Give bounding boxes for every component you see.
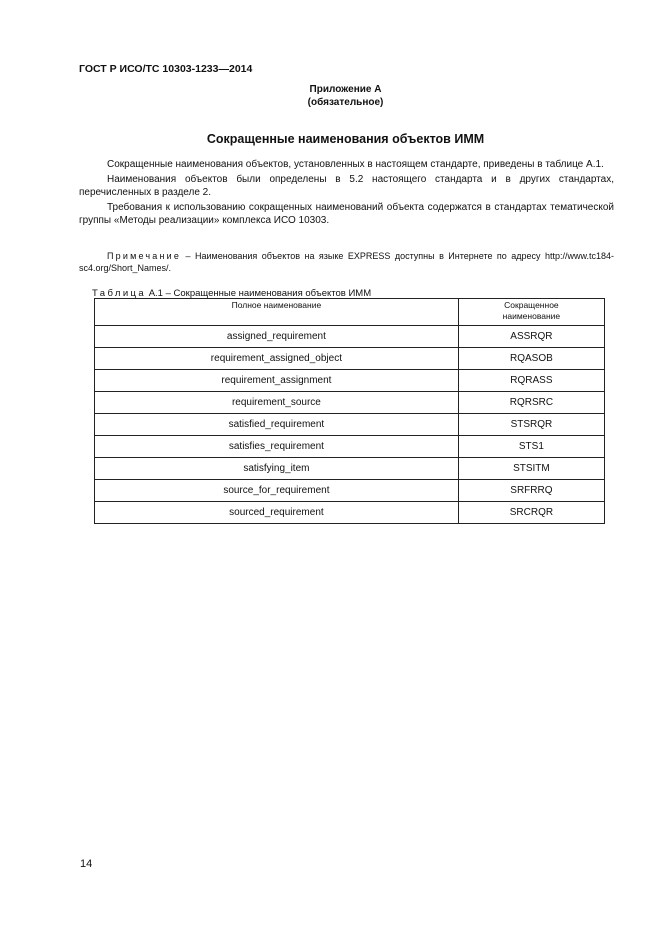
header-short-name (458, 299, 604, 326)
note-text: – Наименования объектов на языке EXPRESS доступны в Интернете по адресу http://www.tc184-sc4.org/Short_Names/. (79, 251, 614, 273)
section-title: Сокращенные наименования объектов ИММ (206, 132, 485, 146)
page-number: 14 (80, 858, 93, 870)
standard-header: ГОСТ Р ИСО/ТС 10303-1233—2014 (79, 63, 253, 75)
table-row (95, 414, 605, 436)
table-row (95, 458, 605, 480)
full-name-cell: satisfying_item (95, 458, 459, 480)
table-row (95, 436, 605, 458)
full-name-cell: requirement_source (95, 392, 459, 414)
note-label: Примечание (107, 251, 182, 261)
full-name-cell: requirement_assigned_object (95, 348, 459, 370)
table-row (95, 480, 605, 502)
annex-status: (обязательное) (307, 97, 384, 108)
header-full-name: Полное наименование (95, 299, 459, 326)
full-name-cell: requirement_assignment (95, 370, 459, 392)
paragraph: Наименования объектов были определены в 5.2 настоящего стандарта и в других стандартах, перечисленных в разделе 2. (79, 174, 614, 198)
full-name-cell: assigned_requirement (95, 326, 459, 348)
short-name-cell: STS1 (458, 436, 604, 458)
full-name-cell: sourced_requirement (95, 502, 459, 524)
table-row (95, 348, 605, 370)
full-name-cell: satisfies_requirement (95, 436, 459, 458)
table-row (95, 502, 605, 524)
short-name-cell: RQASOB (458, 348, 604, 370)
full-name-cell: satisfied_requirement (95, 414, 459, 436)
table-caption-label: Таблица (92, 288, 147, 299)
body-text (79, 158, 614, 229)
table-row (95, 392, 605, 414)
abbreviation-table (94, 298, 605, 524)
short-name-cell: SRCRQR (458, 502, 604, 524)
table-row (95, 326, 605, 348)
short-name-cell: SRFRRQ (458, 480, 604, 502)
table-header-row (95, 299, 605, 326)
paragraph: Требования к использованию сокращенных наименований объекта содержатся в стандартах тематической группы «Методы реализации» комплекса ИСО 10303. (79, 202, 614, 226)
short-name-cell: STSITM (458, 458, 604, 480)
annex-heading (0, 83, 661, 109)
table-row (95, 370, 605, 392)
short-name-cell: RQRASS (458, 370, 604, 392)
short-name-cell: STSRQR (458, 414, 604, 436)
short-name-cell: RQRSRC (458, 392, 604, 414)
header-short-name-line1: Сокращенное (504, 300, 559, 310)
note-block (79, 250, 614, 274)
header-short-name-line2: наименование (502, 311, 561, 321)
annex-title: Приложение А (309, 84, 382, 95)
short-name-cell: ASSRQR (458, 326, 604, 348)
paragraph: Сокращенные наименования объектов, установленных в настоящем стандарте, приведены в таблице А.1. (107, 159, 604, 170)
full-name-cell: source_for_requirement (95, 480, 459, 502)
table-caption-text: А.1 – Сокращенные наименования объектов ИММ (146, 288, 372, 299)
